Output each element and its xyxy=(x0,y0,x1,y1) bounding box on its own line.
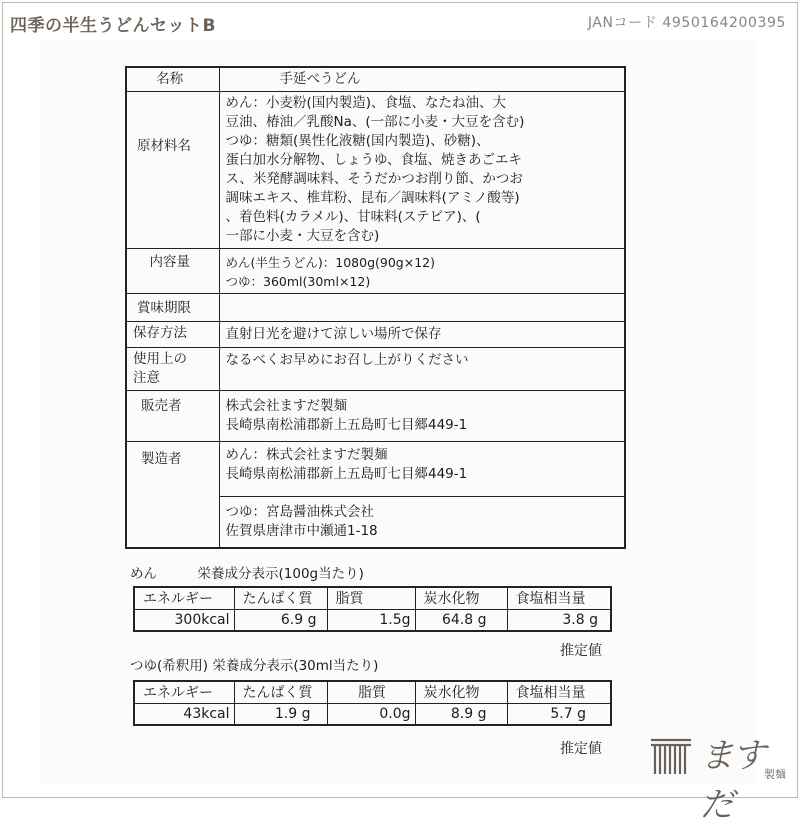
name-label: 名称 xyxy=(126,67,219,92)
nutrition-tsuyu-note: 推定値 xyxy=(560,741,602,757)
ingredients-label: 原材料名 xyxy=(126,92,219,249)
maker-value-noodles: めん：株式会社ますだ製麺 長崎県南松浦郡新上五島町七目郷449-1 xyxy=(219,442,625,497)
nutrition-tsuyu-header: 脂質 xyxy=(327,681,415,703)
nutrition-men-value: 1.5g xyxy=(327,609,415,631)
nutrition-tsuyu-header: エネルギー xyxy=(134,681,234,703)
expiry-label: 賞味期限 xyxy=(126,294,219,322)
info-row-ingredients xyxy=(126,92,625,249)
product-title: 四季の半生うどんセットB xyxy=(10,16,216,36)
info-row-maker-1 xyxy=(126,442,625,497)
info-row-expiry xyxy=(126,294,625,322)
nutrition-men-value: 3.8 g xyxy=(507,609,611,631)
storage-label: 保存方法 xyxy=(126,322,219,348)
brand-logo-subtext: 製麺 xyxy=(764,768,786,781)
info-row-name xyxy=(126,67,625,92)
jan-code: JANコード 4950164200395 xyxy=(587,15,786,31)
product-info-table xyxy=(125,66,626,549)
maker-value-soup: つゆ：宮島醤油株式会社 佐賀県唐津市中瀬通1-18 xyxy=(219,497,625,549)
nutrition-tsuyu-header: たんぱく質 xyxy=(234,681,327,703)
expiry-value xyxy=(219,294,625,322)
nutrition-tsuyu-value: 8.9 g xyxy=(415,703,507,725)
noodle-mark-icon xyxy=(648,736,694,776)
storage-value: 直射日光を避けて涼しい場所で保存 xyxy=(219,322,625,348)
nutrition-men-header: 脂質 xyxy=(327,587,415,609)
nutrition-men-header: エネルギー xyxy=(134,587,234,609)
nutrition-men-caption: めん 栄養成分表示(100g当たり) xyxy=(130,566,364,582)
nutrition-tsuyu-header-row xyxy=(134,681,611,703)
name-value: 手延べうどん xyxy=(219,67,625,92)
seller-value: 株式会社ますだ製麺 長崎県南松浦郡新上五島町七目郷449-1 xyxy=(219,391,625,442)
usage-value: なるべくお早めにお召し上がりください xyxy=(219,348,625,391)
nutrition-tsuyu-value: 43kcal xyxy=(134,703,234,725)
nutrition-men-value: 64.8 g xyxy=(415,609,507,631)
content-label: 内容量 xyxy=(126,249,219,294)
nutrition-men-header-row xyxy=(134,587,611,609)
nutrition-tsuyu-value: 0.0g xyxy=(327,703,415,725)
brand-logo xyxy=(648,728,793,825)
info-row-usage xyxy=(126,348,625,391)
seller-label: 販売者 xyxy=(126,391,219,442)
nutrition-tsuyu-caption: つゆ(希釈用) 栄養成分表示(30ml当たり) xyxy=(130,658,379,674)
info-row-content xyxy=(126,249,625,294)
nutrition-tsuyu-header: 炭水化物 xyxy=(415,681,507,703)
nutrition-tsuyu-value-row xyxy=(134,703,611,725)
nutrition-men-value: 300kcal xyxy=(134,609,234,631)
info-row-storage xyxy=(126,322,625,348)
content-value: めん(半生うどん)：1080g(90g×12) つゆ：360ml(30ml×12) xyxy=(219,249,625,294)
nutrition-men-header: 食塩相当量 xyxy=(507,587,611,609)
nutrition-tsuyu-value: 1.9 g xyxy=(234,703,327,725)
nutrition-tsuyu-value: 5.7 g xyxy=(507,703,611,725)
nutrition-tsuyu-header: 食塩相当量 xyxy=(507,681,611,703)
ingredients-value: めん：小麦粉(国内製造)、食塩、なたね油、大 豆油、椿油／乳酸Na、(一部に小麦・大豆を含む) つゆ：糖類(異性化液糖(国内製造)、砂糖)、 蛋白加水分解物、しょうゆ、食塩、焼きあごエキ ス、米発酵調味料、そうだかつお削り節、かつお 調味エキス、椎茸粉、昆布／調味料(アミノ酸等) 、着色料(カラメル)、甘味料(ステビア)、( 一部に小麦・大豆を含む) xyxy=(219,92,625,249)
usage-label: 使用上の 注意 xyxy=(126,348,219,391)
info-row-seller xyxy=(126,391,625,442)
nutrition-men-note: 推定値 xyxy=(560,643,602,659)
nutrition-tsuyu-table xyxy=(133,680,612,726)
nutrition-men-value-row xyxy=(134,609,611,631)
nutrition-men-table xyxy=(133,586,612,632)
brand-logo-text: ますだ xyxy=(700,736,764,825)
nutrition-men-value: 6.9 g xyxy=(234,609,327,631)
nutrition-men-header: 炭水化物 xyxy=(415,587,507,609)
maker-label: 製造者 xyxy=(126,442,219,549)
nutrition-men-header: たんぱく質 xyxy=(234,587,327,609)
